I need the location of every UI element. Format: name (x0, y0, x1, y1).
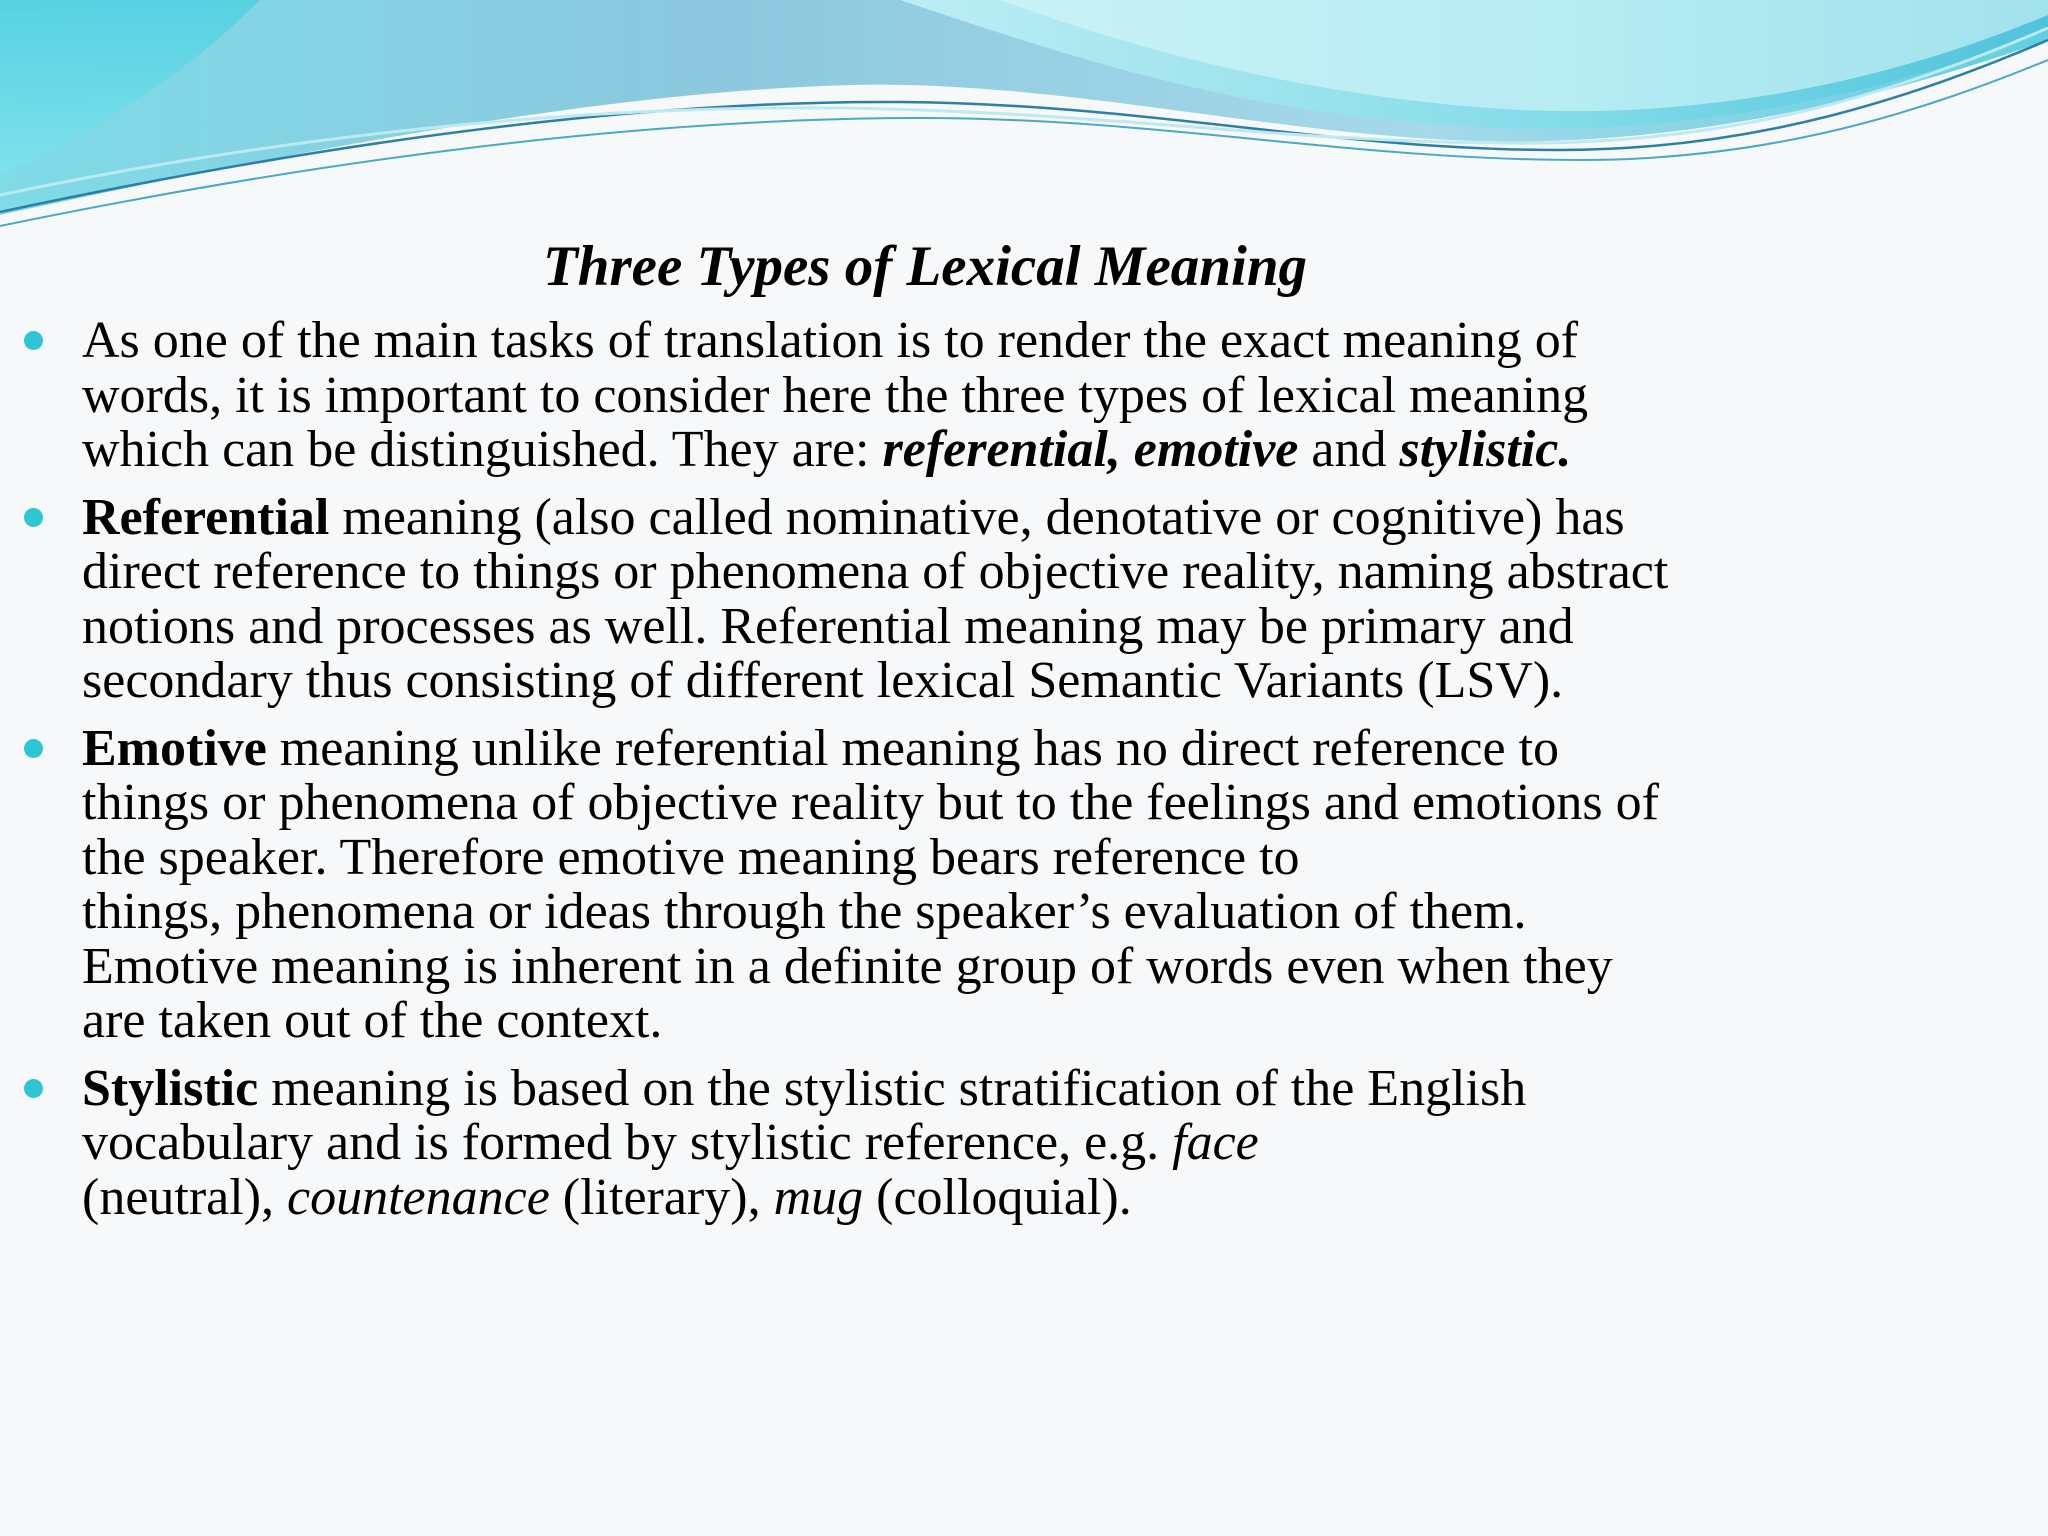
text-line (82, 776, 2002, 831)
text-line (82, 366, 2002, 424)
term-emotive: Emotive (82, 719, 267, 777)
text-run: vocabulary and is formed by stylistic reference, e.g. (82, 1114, 1173, 1171)
text-run: the speaker. Therefore emotive meaning bears reference to (82, 828, 1300, 886)
text-run: (colloquial). (863, 1168, 1132, 1226)
text-run: meaning unlike referential meaning has no direct reference to (266, 719, 1560, 777)
bullet-item-intro (82, 314, 2002, 478)
text-line (82, 1059, 2002, 1117)
text-run: notions and processes as well. Referential meaning may be primary and (82, 597, 1574, 655)
wave-header-decoration (0, 0, 2048, 240)
example-face: face (1172, 1114, 1259, 1171)
bullet-dot-icon (24, 331, 43, 350)
text-line (82, 545, 2002, 600)
bullet-dot-icon (24, 739, 43, 758)
text-run: things, phenomena or ideas through the speaker’s evaluation of them. (82, 883, 1527, 940)
term-referential: Referential (82, 488, 330, 546)
text-run: (literary), (549, 1168, 774, 1226)
example-countenance: countenance (287, 1168, 550, 1226)
slide-title: Three Types of Lexical Meaning (542, 235, 1308, 298)
text-run: (neutral), (82, 1168, 288, 1226)
bullet-dot-icon (24, 1079, 43, 1098)
bullet-dot-icon (24, 508, 43, 527)
text-line (82, 1168, 2002, 1226)
text-line (82, 1116, 2002, 1171)
example-mug: mug (773, 1168, 864, 1226)
term-stylistic: Stylistic (82, 1059, 259, 1117)
text-line (82, 488, 2002, 546)
text-line (82, 885, 2002, 940)
text-run: meaning (also called nominative, denotative or cognitive) has (329, 488, 1625, 546)
emphasis-stylistic: stylistic. (1399, 421, 1572, 478)
text-line (82, 719, 2002, 777)
bullet-item-emotive (82, 719, 2002, 1049)
text-line (82, 828, 2002, 886)
text-line (82, 597, 2002, 655)
text-run: words, it is important to consider here the three types of lexical meaning (82, 366, 1589, 424)
text-run: secondary thus consisting of different lexical Semantic Variants (LSV). (82, 652, 1564, 709)
emphasis-types: referential, emotive (882, 421, 1299, 478)
bullet-list (82, 314, 2002, 1238)
text-run: things or phenomena of objective reality but to the feelings and emotions of (82, 774, 1659, 831)
text-line (82, 423, 2002, 478)
text-run: Emotive meaning is inherent in a definite group of words even when they (82, 937, 1613, 995)
bullet-item-stylistic (82, 1059, 2002, 1226)
text-run: direct reference to things or phenomena of objective reality, naming abstract (82, 543, 1669, 600)
text-run: which can be distinguished. They are: (82, 421, 883, 478)
text-line (82, 937, 2002, 995)
text-line (82, 314, 2002, 369)
text-line (82, 994, 2002, 1049)
text-run: As one of the main tasks of translation is to render the exact meaning of (82, 312, 1579, 369)
text-run: are taken out of the context. (82, 992, 663, 1049)
text-run: meaning is based on the stylistic stratification of the English (258, 1059, 1527, 1117)
text-run: and (1298, 421, 1400, 478)
bullet-item-referential (82, 488, 2002, 709)
text-line (82, 654, 2002, 709)
